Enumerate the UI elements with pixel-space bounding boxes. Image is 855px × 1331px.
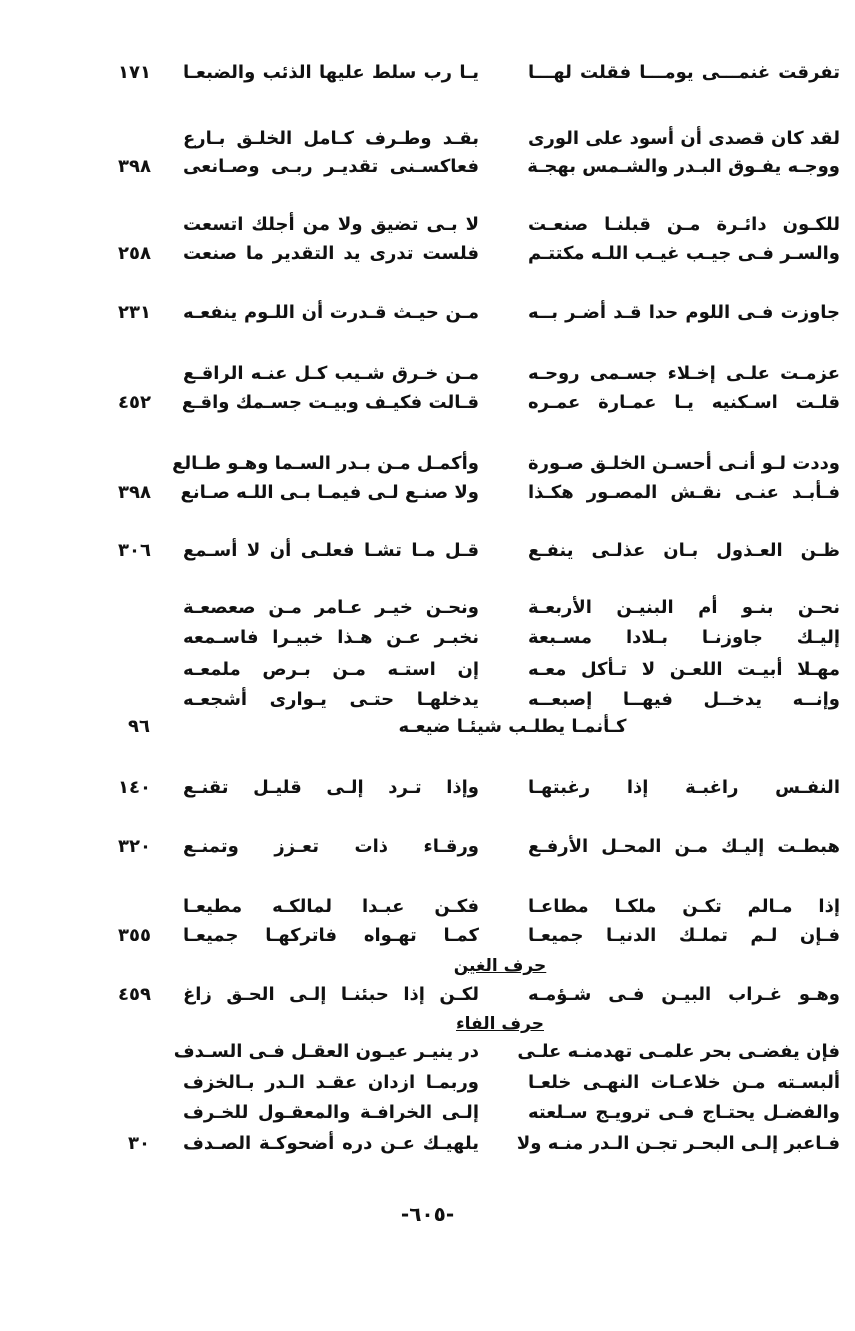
verse-first-hemistich: فـاعبر إلـى البحـر تجـن الـدر منـه ولا <box>516 1133 840 1154</box>
verse-first-hemistich: مهـلا أبيـت اللعـن لا تـأكل معـه <box>528 659 840 680</box>
verse-second-hemistich: لكـن إذا حبئنـا إلـى الحـق زاغ <box>183 984 479 1005</box>
verse-second-hemistich: وإذا تـرد إلـى قليـل تقنـع <box>183 777 479 798</box>
page-reference: ٩٦ <box>128 716 150 737</box>
verse-second-hemistich: إلـى الخرافـة والمعقـول للخـرف <box>183 1102 479 1123</box>
verse-first-hemistich: نحـن بنـو أم البنيـن الأربعـة <box>528 597 840 618</box>
verse-first-hemistich: لقد كان قصدى أن أسود على الورى <box>528 128 840 149</box>
verse-second-hemistich: قـالت فكيـف وبيـت جسـمك واقـع <box>181 392 479 413</box>
verse-first-hemistich: قلـت اسـكنيه يـا عمـارة عمـره <box>528 392 840 413</box>
verse-second-hemistich: فلست تدرى يد التقدير ما صنعت <box>183 243 479 264</box>
verse-second-hemistich: ولا صنـع لـى فيمـا بـى اللـه صـانع <box>180 482 479 503</box>
section-heading: حرف الفاء <box>455 1014 544 1034</box>
verse-second-hemistich: مـن حيـث قـدرت أن اللـوم ينفعـه <box>183 302 479 323</box>
page-number: -٦٠٥- <box>400 1202 455 1226</box>
page-reference: ١٧١ <box>118 62 151 83</box>
verse-second-hemistich: فكـن عبـدا لمالكـه مطيعـا <box>183 896 479 917</box>
verse-first-hemistich: فإن يفضـى بحر علمـى تهدمنـه علـى <box>517 1041 840 1062</box>
verse-first-hemistich: عزمـت علـى إخـلاء جسـمى روحـه <box>528 363 840 384</box>
verse-second-hemistich: كمـا تهـواه فاتركهـا جميعـا <box>183 925 479 946</box>
verse-first-hemistich: إذا مـالم تكـن ملكـا مطاعـا <box>528 896 840 917</box>
verse-second-hemistich: مـن خـرق شـيب كـل عنـه الراقـع <box>183 363 479 384</box>
page-reference: ٣٩٨ <box>118 482 151 503</box>
page-reference: ١٤٠ <box>118 777 151 798</box>
verse-first-hemistich: فـأبـد عنـى نقـش المصـور هكـذا <box>528 482 840 503</box>
verse-first-hemistich: إليـك جاوزنـا بـلادا مسـبعة <box>528 627 840 648</box>
verse-second-hemistich: بقـد وطـرف كـامل الخلـق بـارع <box>183 128 479 149</box>
page-reference: ٤٥٢ <box>118 392 151 413</box>
verse-second-hemistich: فعاكسـنى تقديـر ربـى وصـانعى <box>183 156 479 177</box>
verse-first-hemistich: تفرقت غنمـــى يومـــا فقلت لهـــا <box>528 62 840 83</box>
page-reference: ٣٢٠ <box>118 836 151 857</box>
page-reference: ٣٠ <box>128 1133 150 1154</box>
verse-first-hemistich: والسـر فـى جيـب غيـب اللـه مكتتـم <box>528 243 840 264</box>
section-heading: حرف الغين <box>453 956 547 976</box>
page-reference: ٣٥٥ <box>118 925 151 946</box>
verse-first-hemistich: النفـس راغبـة إذا رغبتهـا <box>528 777 840 798</box>
verse-first-hemistich: وإنــه يدخــل فيهــا إصبعــه <box>528 689 840 710</box>
verse-first-hemistich: هبطـت إليـك مـن المحـل الأرفـع <box>528 836 840 857</box>
page-reference: ٣٩٨ <box>118 156 151 177</box>
page-reference: ٢٥٨ <box>118 243 151 264</box>
verse-first-hemistich: ألبسـته مـن خلاعـات النهـى خلعـا <box>528 1072 840 1093</box>
page-reference: ٣٠٦ <box>118 540 151 561</box>
verse-centered-line: كـأنمـا يطلـب شيئـا ضيعـه <box>398 716 627 737</box>
verse-second-hemistich: يلهيـك عـن دره أضحوكـة الصـدف <box>183 1133 479 1154</box>
verse-second-hemistich: ورقـاء ذات تعـزز وتمنـع <box>183 836 479 857</box>
verse-first-hemistich: ووجـه يفـوق البـدر والشـمس بهجـة <box>527 156 840 177</box>
verse-first-hemistich: للكـون دائـرة مـن قبلنـا صنعـت <box>528 214 840 235</box>
verse-second-hemistich: إن استـه مـن بـرص ملمعـه <box>183 659 479 680</box>
verse-second-hemistich: نخبـر عـن هـذا خبيـرا فاسـمعه <box>183 627 479 648</box>
verse-second-hemistich: يدخلهـا حتـى يـوارى أشجعـه <box>183 689 479 710</box>
verse-first-hemistich: وددت لـو أنـى أحسـن الخلـق صـورة <box>528 453 840 474</box>
verse-second-hemistich: قـل مـا تشـا فعلـى أن لا أسـمع <box>183 540 479 561</box>
verse-second-hemistich: در ينيـر عيـون العقـل فـى السـدف <box>173 1041 479 1062</box>
verse-first-hemistich: والفضـل يحتـاج فـى ترويـج سـلعته <box>528 1102 840 1123</box>
verse-first-hemistich: فـإن لـم تملـك الدنيـا جميعـا <box>528 925 840 946</box>
verse-second-hemistich: لا بـى تضيق ولا من أجلك اتسعت <box>183 214 479 235</box>
verse-second-hemistich: وربمـا ازدان عقـد الـدر بـالخزف <box>183 1072 479 1093</box>
page-reference: ٢٣١ <box>118 302 151 323</box>
page-reference: ٤٥٩ <box>118 984 151 1005</box>
verse-second-hemistich: وأكمـل مـن بـدر السـما وهـو طـالع <box>172 453 479 474</box>
verse-first-hemistich: وهـو غـراب البيـن فـى شـؤمـه <box>528 984 840 1005</box>
verse-first-hemistich: جاوزت فـى اللوم حدا قـد أضـر بــه <box>528 302 840 323</box>
verse-second-hemistich: يـا رب سلط عليها الذئب والضبعـا <box>183 62 479 83</box>
verse-second-hemistich: ونحـن خيـر عـامر مـن صعصعـة <box>183 597 479 618</box>
verse-first-hemistich: ظـن العـذول بـان عذلـى ينفـع <box>528 540 840 561</box>
